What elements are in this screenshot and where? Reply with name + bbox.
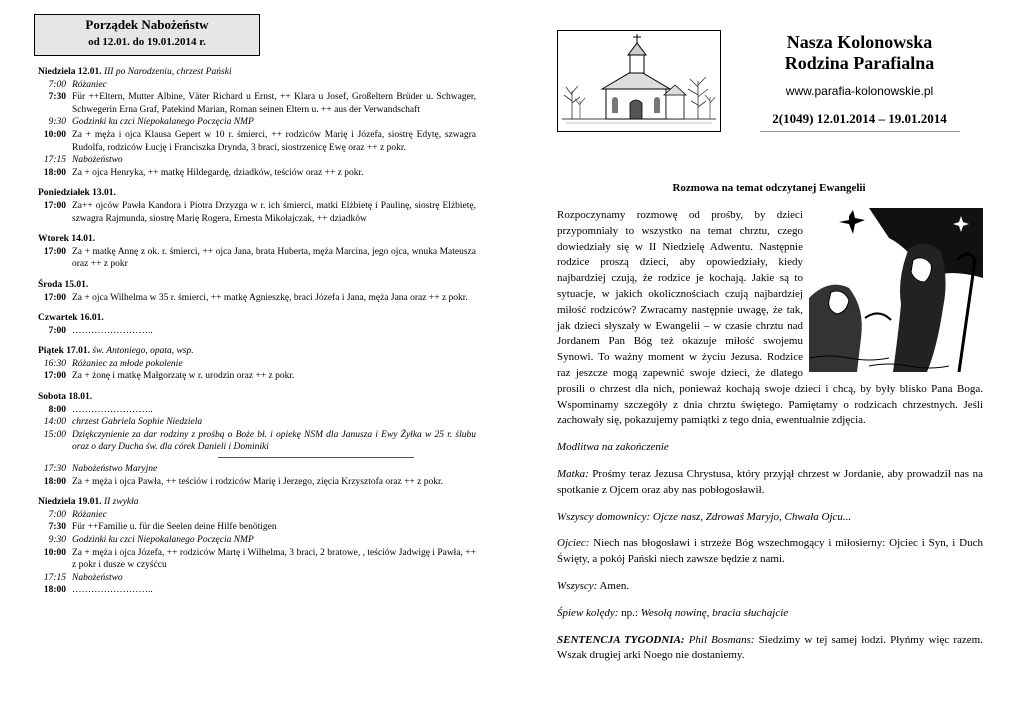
carol-title: Wesołą nowinę, bracia słuchajcie xyxy=(640,606,789,619)
mass-intention: Godzinki ku czci Niepokalanego Poczęcia NMP xyxy=(72,117,254,128)
mass-time: 17:00 xyxy=(43,246,66,257)
mass-entry xyxy=(38,429,476,454)
mass-intention: Za++ ojców Pawła Kandora i Piotra Drzyzga w r. ich śmierci, matki Elżbietę i Paulinę, siostrę Elżbietę, szwagra Rajmunda, siostrę Marię Rogera, Ernesta Mikołajczak, ++ dziadków xyxy=(72,200,476,224)
masthead-divider xyxy=(760,131,960,132)
schedule-day xyxy=(38,345,476,383)
schedule-day xyxy=(38,66,476,179)
mass-time: 15:00 xyxy=(43,429,66,440)
mass-time: 17:00 xyxy=(43,292,66,303)
mass-intention: Nabożeństwo xyxy=(72,572,123,583)
day-date: Niedziela 19.01. xyxy=(38,497,102,508)
mass-intention: Nabożeństwo xyxy=(72,155,123,166)
mass-entry xyxy=(38,167,476,180)
baptism-illustration xyxy=(809,208,983,372)
mass-entry xyxy=(38,584,476,597)
mass-intention: …………………….. xyxy=(72,325,153,336)
mass-entry xyxy=(38,325,476,338)
sentence-of-week xyxy=(557,633,983,665)
parish-website[interactable]: www.parafia-kolonowskie.pl xyxy=(785,84,934,98)
mass-intention: Różaniec za młode pokolenie xyxy=(72,358,183,369)
day-heading xyxy=(38,345,476,358)
mass-intention: Za + ojca Wilhelma w 35 r. śmierci, ++ matkę Agnieszkę, braci Józefa i Jana, męża Jana oraz ++ z pokr. xyxy=(72,292,468,303)
father-text: Niech nas błogosławi i strzeże Bóg wszechmogący i miłosierny: Ojciec i Syn, i Duch Święty, a pokój Pański niech zawsze będzie z nami. xyxy=(557,537,983,566)
mass-time: 7:30 xyxy=(48,522,66,533)
mass-time: 18:00 xyxy=(43,167,66,178)
schedule-day xyxy=(38,496,476,597)
prayer-amen xyxy=(557,579,983,595)
mass-entry xyxy=(38,534,476,547)
mother-text: Prośmy teraz Jezusa Chrystusa, który przyjął chrzest w Jordanie, aby prowadził nas na spotkanie z Ojcem oraz aby nas pobłogosławił. xyxy=(557,467,983,496)
mass-intention: …………………….. xyxy=(72,585,153,596)
schedule-title: Porządek Nabożeństw xyxy=(85,17,209,32)
mass-entry xyxy=(38,154,476,167)
mass-time: 7:00 xyxy=(48,325,66,336)
mass-entry xyxy=(38,79,476,92)
mass-intention: Nabożeństwo Maryjne xyxy=(72,464,158,475)
mass-time: 17:00 xyxy=(43,371,66,382)
day-date: Wtorek 14.01. xyxy=(38,234,96,245)
prayer-mother xyxy=(557,467,983,499)
mass-time: 17:15 xyxy=(43,155,66,166)
bulletin-title-line2: Rodzina Parafialna xyxy=(784,53,935,73)
mass-entry xyxy=(38,116,476,129)
prayer-heading: Modlitwa na zakończenie xyxy=(557,441,669,454)
article-title: Rozmowa na temat odczytanej Ewangelii xyxy=(672,182,866,194)
mass-intention: Za + męża i ojca Pawła, ++ teściów i rodziców Marię i Jerzego, zięcia Krzysztofa oraz ++ z pokr. xyxy=(72,476,444,487)
mass-entry xyxy=(38,200,476,225)
mass-intention: Za + ojca Henryka, ++ matkę Hildegardę, dziadków, teściów oraz ++ z pokr. xyxy=(72,167,364,178)
mass-intention: Za + matkę Annę z ok. r. śmierci, ++ ojca Jana, brata Huberta, męża Marcina, jego ojca, wnuka Mateusza oraz ++ z pokr xyxy=(72,246,476,270)
mass-time: 17:30 xyxy=(43,464,66,475)
mass-entry xyxy=(38,463,476,476)
day-date: Czwartek 16.01. xyxy=(38,313,104,324)
carol-prefix: np.: xyxy=(618,606,641,619)
mass-entry xyxy=(38,521,476,534)
mass-intention: Godzinki ku czci Niepokalanego Poczęcia NMP xyxy=(72,535,254,545)
sentence-label: SENTENCJA TYGODNIA: xyxy=(557,633,685,646)
issue-number: 2(1049) 12.01.2014 – 19.01.2014 xyxy=(772,111,947,126)
schedule-day xyxy=(38,312,476,337)
mass-time: 7:00 xyxy=(48,509,66,520)
bulletin-title-line1: Nasza Kolonowska xyxy=(786,32,933,52)
prayer-father xyxy=(557,536,983,568)
mass-intention: Für ++Familie u. für die Seelen deine Hilfe benötigen xyxy=(72,522,277,533)
mass-entry xyxy=(38,292,476,305)
mass-entry xyxy=(38,370,476,383)
prayer-all-household: Wszyscy domownicy: Ojcze nasz, Zdrowaś Maryjo, Chwała Ojcu... xyxy=(557,510,852,523)
masthead xyxy=(742,32,977,132)
day-heading xyxy=(38,66,476,79)
mass-time: 14:00 xyxy=(43,417,66,428)
father-label: Ojciec: xyxy=(557,537,590,550)
day-heading xyxy=(38,233,476,246)
mass-time: 8:00 xyxy=(48,404,66,415)
mass-intention: Dziękczynienie za dar rodziny z prośbą o Boże bł. i opiekę NSM dla Janusza i Ewy Żyłka w 25 r. ślubu oraz o dary Ducha św. dla córek Danieli i Dominiki xyxy=(72,429,476,453)
mass-time: 9:30 xyxy=(48,117,66,128)
day-date: Niedziela 12.01. xyxy=(38,67,102,77)
mass-entry xyxy=(38,358,476,371)
day-feast: św. Antoniego, opata, wsp. xyxy=(92,346,194,357)
mass-intention: Za + żonę i matkę Małgorzatę w r. urodzin oraz ++ z pokr. xyxy=(72,371,295,382)
mass-entry xyxy=(38,129,476,154)
mother-label: Matka: xyxy=(557,467,589,480)
all-label: Wszyscy: xyxy=(557,579,598,592)
day-date: Środa 15.01. xyxy=(38,279,89,290)
carol-label: Śpiew kolędy: xyxy=(557,606,619,619)
article-body xyxy=(557,208,983,664)
day-date: Sobota 18.01. xyxy=(38,392,93,403)
schedule-day xyxy=(38,233,476,271)
mass-time: 7:30 xyxy=(48,92,66,103)
mass-intention: Za + męża i ojca Józefa, ++ rodziców Martę i Wilhelma, 3 braci, 2 bratowe, , teściów Jadwigę i Pawła, ++ z pokr i dusze w czyśćcu xyxy=(72,547,476,571)
day-heading xyxy=(38,496,476,509)
mass-intention: …………………….. xyxy=(72,404,153,415)
mass-entry xyxy=(38,476,476,489)
amen-text: Amen. xyxy=(597,579,630,592)
mass-entry xyxy=(38,547,476,572)
schedule-list xyxy=(38,66,476,597)
day-heading xyxy=(38,312,476,325)
mass-time: 18:00 xyxy=(43,476,66,487)
mass-intention: chrzest Gabriela Sophie Niedziela xyxy=(72,417,203,428)
day-heading xyxy=(38,187,476,200)
mass-time: 17:00 xyxy=(43,200,66,211)
mass-intention: Różaniec xyxy=(72,509,107,520)
mass-intention: Für ++Eltern, Mutter Albine, Väter Richard u Ernst, ++ Klara u Josef, Großeltern Brüder u. Schwager, Schwegerin Erna Graf, Patekind Marian, Roman seinen Eltern u. ++ aus der Verwandschaft xyxy=(72,92,476,115)
article-intro: Rozpoczynamy rozmowę od prośby, by dzieci przypomniały to wszystko na temat chrztu, czego dowiedziały się w II Niedzielę Adwentu. Następnie rodzice proszą dzieci, aby opowiedziały, kiedy najbardziej czują, że rodzice je kochają. Jakie są to sytuacje, w jakich okolicznościach czują najbardziej miłość rodziców? Zwracamy następnie uwagę, że tak, jak dzieci słyszały w Ewangelii – w czasie chrztu nad Jordanem Pan Bóg też okazuje miłość swojemu Synowi. To ważny moment w życiu Jezusa. Rodzice raz jeszcze mogą zapewnić swoje dzieci, że dlatego prosili o chrzest dla nich, ponieważ kochają swoje dzieci i chcą, by były blisko Pana Boga. Wspominamy szczegóły z dnia chrztu świętego. Pamiętamy o rodzicach chrzestnych. Jeśli zachowały się, pokazujemy pamiątki z tego dnia, ewentualnie zdjęcia. xyxy=(557,209,983,427)
church-illustration xyxy=(557,30,721,132)
sentence-text: Siedzimy w tej samej łodzi. Płyńmy więc razem. Wszak drugiej arki Noego nie dostaniemy. xyxy=(557,633,983,662)
day-heading xyxy=(38,391,476,404)
schedule-header-box xyxy=(34,14,260,56)
day-feast: III po Narodzeniu, chrzest Pański xyxy=(103,67,232,77)
schedule-column xyxy=(38,14,476,597)
mass-time: 10:00 xyxy=(43,129,66,140)
schedule-day xyxy=(38,391,476,488)
mass-entry xyxy=(38,416,476,429)
day-heading xyxy=(38,279,476,292)
mass-time: 10:00 xyxy=(43,547,66,558)
carol-line xyxy=(557,606,983,622)
sentence-author: Phil Bosmans: xyxy=(684,633,755,646)
day-date: Poniedziałek 13.01. xyxy=(38,188,116,199)
schedule-subtitle: od 12.01. do 19.01.2014 r. xyxy=(88,36,206,48)
mass-intention: Różaniec xyxy=(72,79,107,90)
mass-time: 18:00 xyxy=(43,585,66,596)
mass-entry xyxy=(38,91,476,116)
mass-time: 9:30 xyxy=(48,535,66,545)
mass-time: 17:15 xyxy=(43,572,66,583)
mass-time: 16:30 xyxy=(43,358,66,369)
mass-time: 7:00 xyxy=(48,79,66,90)
mass-entry xyxy=(38,404,476,417)
schedule-day xyxy=(38,187,476,225)
day-feast: II zwykła xyxy=(103,497,139,508)
mass-intention: Za + męża i ojca Klausa Gepert w 10 r. śmierci, ++ rodziców Marię i Józefa, siostrę Edytę, szwagra Rudolfa, rodziców Łucję i Franciszka Drynda, 3 braci, siostrzenicę Ewę oraz ++ z pokr. xyxy=(72,129,476,153)
entry-divider xyxy=(218,457,414,458)
day-date: Piątek 17.01. xyxy=(38,346,90,357)
mass-entry xyxy=(38,509,476,522)
mass-entry xyxy=(38,572,476,585)
schedule-day xyxy=(38,279,476,304)
mass-entry xyxy=(38,246,476,271)
